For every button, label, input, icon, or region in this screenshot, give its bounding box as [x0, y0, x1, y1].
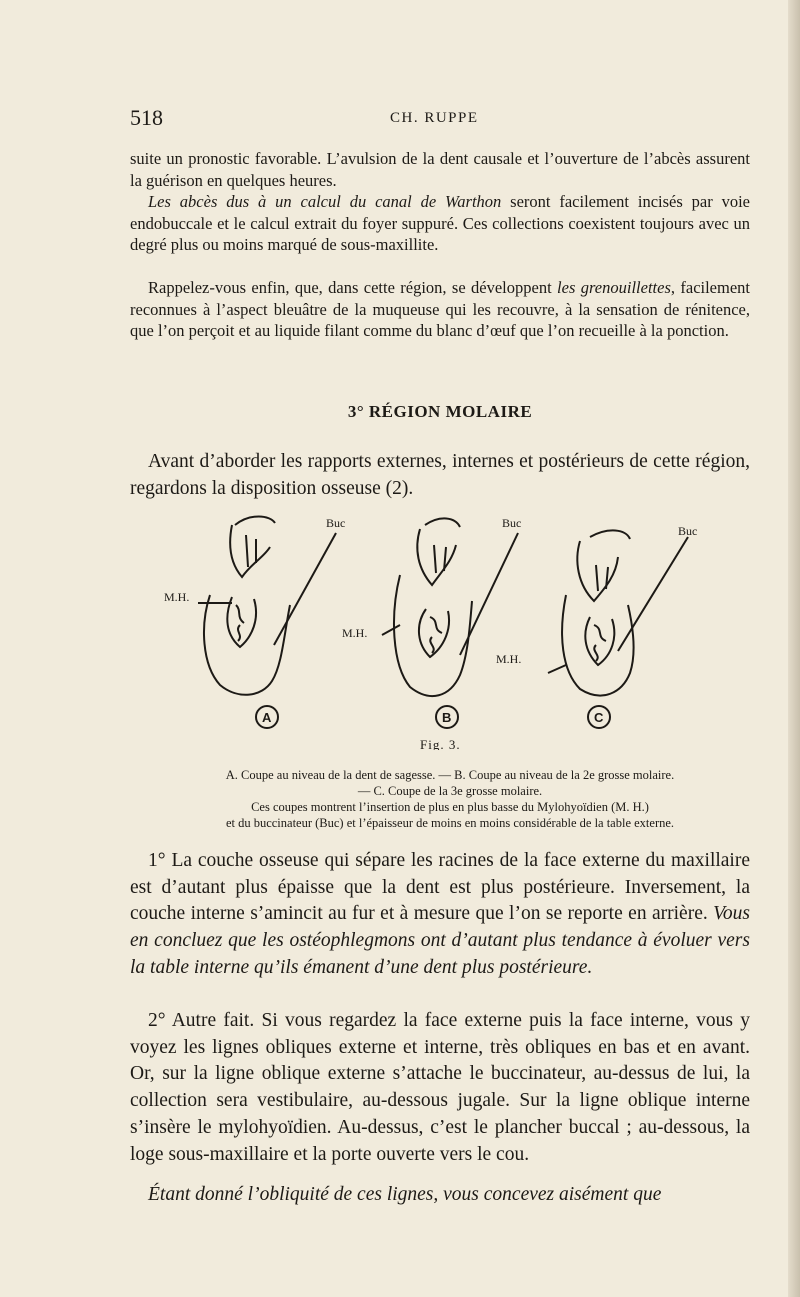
label-buc-b: Buc [502, 516, 522, 530]
paragraph-prognosis: suite un pronostic favorable. L’avulsion de la dent causale et l’ouverture de l’abcès assurent la guérison en quelques heures. [130, 149, 750, 190]
label-mh-a: M.H. [164, 590, 190, 604]
section-c-drawing [548, 530, 688, 695]
section-b-drawing [382, 518, 518, 696]
panel-label-a: A [262, 710, 272, 725]
running-title: CH. RUPPE [390, 110, 479, 126]
figure-3 [150, 505, 740, 750]
caption-line: Ces coupes montrent l’insertion de plus en plus basse du Mylohyoïdien (M. H.) [251, 800, 649, 814]
tooth-sections-illustration [150, 505, 740, 750]
figure-title: Fig. 3. [420, 737, 461, 750]
paragraph-warthon: Les abcès dus à un calcul du canal de Warthon seront facilement incisés par voie endobuccale et le calcul extrait du foyer suppuré. Ces collections coexistent toujours avec un degré plus ou moins marqué de sous-maxillite. [130, 192, 750, 255]
label-buc-c: Buc [678, 524, 698, 538]
label-buc-a: Buc [326, 516, 346, 530]
paragraph-point-1: 1° La couche osseuse qui sépare les racines de la face externe du maxillaire est d’autant plus épaisse que la dent est plus postérieure. Inversement, la couche interne s’amincit au fur et à mesure que l’on se reporte en arrière. Vous en concluez que les ostéophlegmons ont d’autant plus tendance à évoluer vers la table interne qu’ils émanent d’une dent plus postérieure. [130, 850, 750, 978]
caption-line: et du buccinateur (Buc) et l’épaisseur de moins en moins considérable de la table externe. [225, 816, 675, 830]
caption-line: — C. Coupe de la 3e grosse molaire. [357, 784, 543, 798]
paragraph-last-line: Étant donné l’obliquité de ces lignes, vous concevez aisément que [148, 1184, 662, 1205]
figure-caption [130, 767, 770, 831]
panel-label-c: C [594, 710, 604, 725]
page-edge [788, 0, 800, 1297]
panel-label-b: B [442, 710, 452, 725]
label-mh-b: M.H. [342, 626, 368, 640]
intro-paragraph: Avant d’aborder les rapports externes, internes et postérieurs de cette région, regardons la disposition osseuse (2). [130, 451, 750, 499]
page-header [130, 105, 750, 135]
caption-line: A. Coupe au niveau de la dent de sagesse. — B. Coupe au niveau de la 2e grosse molaire. [225, 768, 675, 782]
section-a-drawing [198, 517, 336, 695]
point1-italic: Vous en concluez que les ostéophlegmons ont d’autant plus tendance à évoluer vers la table interne qu’ils émanent d’une dent plus postérieure. [130, 903, 750, 978]
section-heading: 3° RÉGION MOLAIRE [347, 402, 533, 421]
page-number: 518 [130, 105, 163, 130]
warthon-italic: Les abcès dus à un calcul du canal de Warthon [148, 192, 502, 211]
paragraph-point-2: 2° Autre fait. Si vous regardez la face externe puis la face interne, vous y voyez les lignes obliques externe et interne, très obliques en bas et en avant. Or, sur la ligne oblique externe s’attache le buccinateur, au-dessus de lui, la collection sera vestibulaire, au-dessous jugale. Sur la ligne oblique interne s’insère le mylohyoïdien. Au-dessus, c’est le plancher buccal ; au-dessous, la loge sous-maxillaire et la porte ouverte vers le cou. [130, 1010, 750, 1165]
label-mh-c: M.H. [496, 652, 522, 666]
grenouillettes-italic: les grenouillettes [557, 278, 671, 297]
paragraph-grenouillettes: Rappelez-vous enfin, que, dans cette région, se développent les grenouillettes, facilement reconnues à l’aspect bleuâtre de la muqueuse qui les recouvre, à la sensation de rénitence, que l’on perçoit et au liquide filant comme du blanc d’œuf que l’on recueille à la ponction. [130, 278, 750, 341]
